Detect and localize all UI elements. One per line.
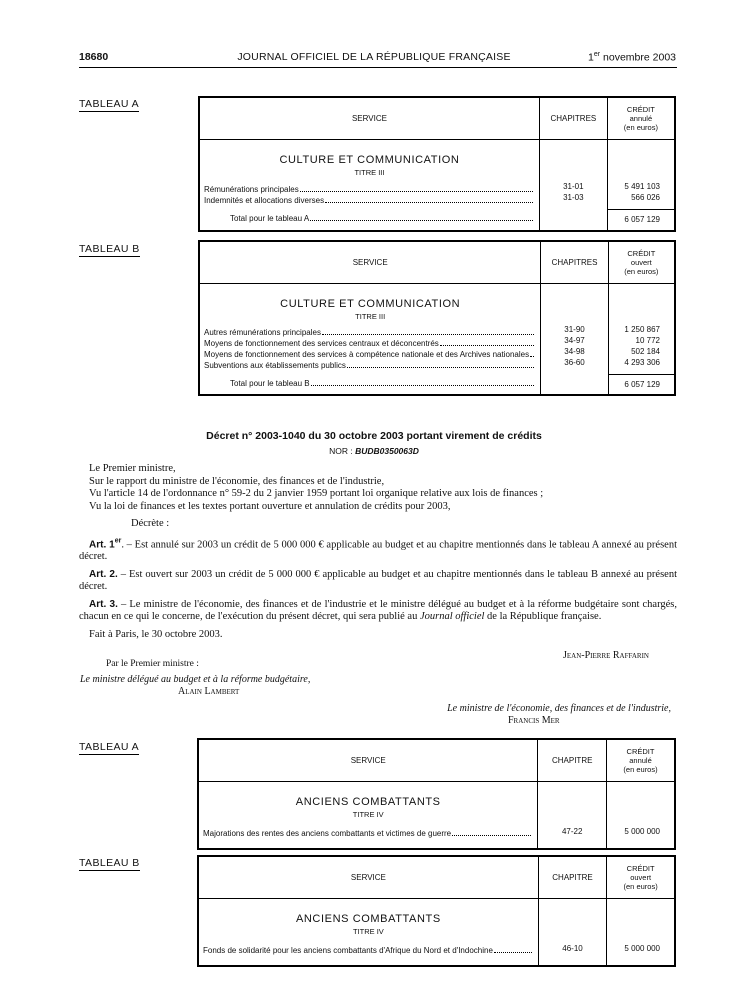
minister-name: Francis Mer xyxy=(508,715,560,726)
credit-value: 566 026 xyxy=(631,192,660,202)
credit-value: 4 293 306 xyxy=(624,357,660,367)
total-row: Total pour le tableau B xyxy=(230,378,536,389)
credit-table xyxy=(198,240,676,396)
table-label: TABLEAU B xyxy=(79,243,140,255)
article-2: Art. 2. – Est ouvert sur 2003 un crédit de 5 000 000 € applicable au budget et au chapitre mentionnés dans le tableau B annexé au présent décret. xyxy=(79,568,677,593)
table-row: Majorations des rentes des anciens combattants et victimes de guerre xyxy=(203,828,533,839)
total-value: 6 057 129 xyxy=(624,215,660,225)
chapitre-value: 34-97 xyxy=(564,335,585,345)
table-label: TABLEAU B xyxy=(79,857,140,869)
par-le-line: Par le Premier ministre : xyxy=(106,659,199,669)
page-number: 18680 xyxy=(79,51,109,63)
intro-line: Sur le rapport du ministre de l'économie, des finances et de l'industrie, xyxy=(89,475,385,487)
table-row: Autres rémunérations principales xyxy=(204,327,536,338)
titre-label: TITRE IV xyxy=(352,926,384,936)
ministry-title: ANCIENS COMBATTANTS xyxy=(295,912,441,925)
nor-reference: NOR : BUDB0350063D xyxy=(329,446,419,456)
col-chapitre: CHAPITRE xyxy=(538,856,606,898)
signatory-name: Jean-Pierre Raffarin xyxy=(563,650,649,661)
intro-line: Vu l'article 14 de l'ordonnance n° 59-2 du 2 janvier 1959 portant loi organique relative aux lois de finances ; xyxy=(89,488,544,499)
table-row: Fonds de solidarité pour les anciens combattants d'Afrique du Nord et d'Indochine xyxy=(203,945,534,956)
col-chapitres: CHAPITRES xyxy=(539,97,607,139)
credit-value: 5 491 103 xyxy=(624,181,660,191)
minister-title: Le ministre de l'économie, des finances et de l'industrie, xyxy=(447,703,671,714)
table-label: TABLEAU A xyxy=(79,98,140,110)
journal-title: JOURNAL OFFICIEL DE LA RÉPUBLIQUE FRANÇAISE xyxy=(237,51,511,63)
ministry-title: ANCIENS COMBATTANTS xyxy=(295,795,441,808)
credit-table xyxy=(197,738,676,850)
titre-label: TITRE III xyxy=(354,167,385,177)
credit-value: 1 250 867 xyxy=(624,324,660,334)
credit-value: 5 000 000 xyxy=(624,943,660,953)
col-service: SERVICE xyxy=(198,856,538,898)
table-row: Subventions aux établissements publics xyxy=(204,360,536,371)
credit-value: 502 184 xyxy=(631,346,660,356)
table-row: Moyens de fonctionnement des services centraux et déconcentrés xyxy=(204,338,536,349)
table-row: Moyens de fonctionnement des services à compétence nationale et des Archives nationales xyxy=(204,349,536,360)
fait-line: Fait à Paris, le 30 octobre 2003. xyxy=(89,628,223,640)
decree-body xyxy=(79,463,677,641)
col-credit: CRÉDIT annulé (en euros) xyxy=(607,739,675,781)
intro-line: Vu la loi de finances et les textes portant ouverture et annulation de crédits pour 2003, xyxy=(89,500,451,512)
delegue-name: Alain Lambert xyxy=(178,686,240,697)
credit-value: 10 772 xyxy=(635,335,660,345)
chapitre-value: 31-03 xyxy=(563,192,584,202)
chapitre-value: 31-90 xyxy=(564,324,585,334)
table-row: Indemnités et allocations diverses xyxy=(204,195,535,206)
credit-value: 5 000 000 xyxy=(624,826,660,836)
col-chapitre: CHAPITRE xyxy=(538,739,607,781)
titre-label: TITRE IV xyxy=(352,809,384,819)
article-3: Art. 3. – Le ministre de l'économie, des finances et de l'industrie et le ministre délégué au budget et à la réforme budgétaire sont chargés, chacun en ce qui le concerne, de l'exécution du présent décret, qui sera publié au Journal officiel de la République française. xyxy=(79,598,677,623)
col-service: SERVICE xyxy=(199,241,541,283)
delegue-title: Le ministre délégué au budget et à la réforme budgétaire, xyxy=(80,674,311,685)
chapitre-value: 47-22 xyxy=(561,826,583,836)
col-credit: CRÉDIT annulé (en euros) xyxy=(607,97,675,139)
col-service: SERVICE xyxy=(198,739,538,781)
decree-title: Décret n° 2003-1040 du 30 octobre 2003 portant virement de crédits xyxy=(206,430,542,442)
article-1: Art. 1er. – Est annulé sur 2003 un crédit de 5 000 000 € applicable au budget et au chapitre mentionnés dans le tableau A annexé au présent décret. xyxy=(79,537,677,563)
col-service: SERVICE xyxy=(199,97,539,139)
titre-label: TITRE III xyxy=(355,311,386,321)
total-value: 6 057 129 xyxy=(624,379,660,389)
chapitre-value: 46-10 xyxy=(562,943,583,953)
issue-date: 1er novembre 2003 xyxy=(588,51,676,64)
chapitre-value: 36-60 xyxy=(564,357,585,367)
ministry-title: CULTURE ET COMMUNICATION xyxy=(279,153,460,166)
header-rule xyxy=(79,67,677,68)
total-row: Total pour le tableau A xyxy=(230,213,535,224)
ministry-title: CULTURE ET COMMUNICATION xyxy=(280,297,461,310)
col-credit: CRÉDIT ouvert (en euros) xyxy=(608,241,675,283)
credit-table xyxy=(197,855,676,967)
col-chapitres: CHAPITRES xyxy=(541,241,608,283)
chapitre-value: 34-98 xyxy=(564,346,585,356)
credit-table xyxy=(198,96,676,232)
table-row: Rémunérations principales xyxy=(204,184,535,195)
intro-line: Le Premier ministre, xyxy=(89,463,176,474)
decrete-line: Décrète : xyxy=(131,518,170,529)
table-label: TABLEAU A xyxy=(79,741,140,753)
chapitre-value: 31-01 xyxy=(563,181,584,191)
col-credit: CRÉDIT ouvert (en euros) xyxy=(607,856,675,898)
